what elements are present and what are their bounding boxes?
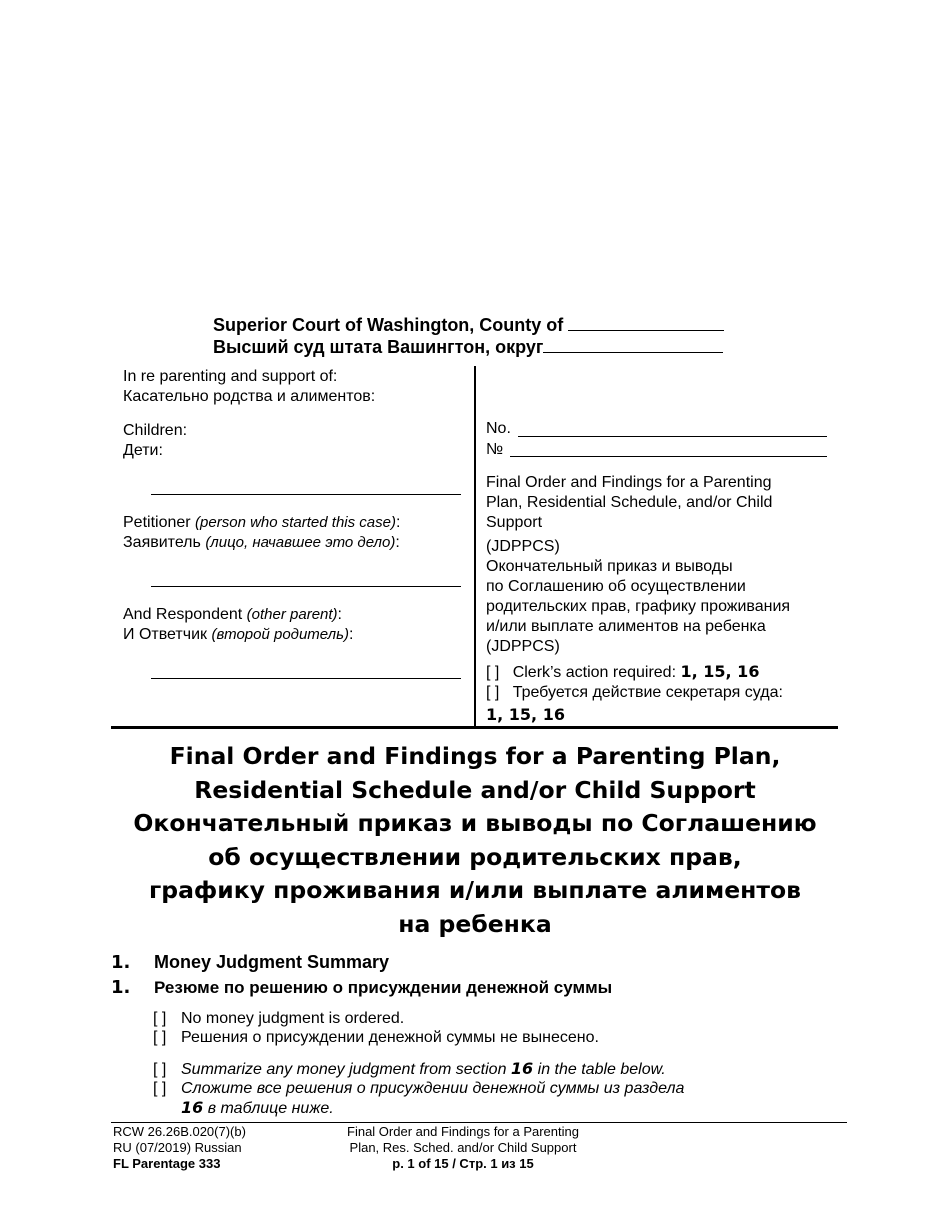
summarize-ru-b: в таблице ниже. [207,1100,334,1117]
no-judgment-en: No money judgment is ordered. [181,1010,405,1027]
summarize-en-b: in the table below. [537,1061,666,1078]
clerk-sections-ru: 1, 15, 16 [486,705,565,724]
county-blank-en[interactable] [568,314,724,331]
summarize-checkbox-ru[interactable]: [ ] [153,1080,167,1097]
doc-code-en: (JDPPCS) [486,538,560,555]
footer-rule [111,1122,847,1123]
colon: : [337,606,342,623]
petitioner-label [123,513,400,553]
respondent-ru: И Ответчик [123,626,208,643]
in-re-ru: Касательно родства и алиментов: [123,388,376,405]
caption-divider [474,366,476,728]
clerk-sections-en: 1, 15, 16 [680,662,760,681]
no-judgment-checkbox-en[interactable]: [ ] [153,1010,167,1027]
title-line-6: на ребенка [398,909,552,938]
title-line-2: Residential Schedule and/or Child Support [194,775,756,804]
no-judgment-option [153,1009,599,1047]
case-no-label-ru: № [486,441,504,458]
case-number-line-ru[interactable] [510,456,827,457]
clerk-text-en: Clerk’s action required: [512,664,677,681]
section-1-heading-en [111,951,389,974]
summarize-judgment-option [153,1059,684,1118]
doc-title-en-3: Support [486,514,543,531]
summarize-en-a: Summarize any money judgment from section [181,1061,507,1078]
court-name-en: Superior Court of Washington, County of [213,315,564,335]
clerk-action-ru [486,683,783,703]
no-judgment-checkbox-ru[interactable]: [ ] [153,1029,167,1046]
summarize-ru-a: Сложите все решения о присуждении денежной суммы из раздела [181,1080,685,1097]
court-header [213,314,724,358]
children-label [123,421,187,461]
section-ref-16: 16 [510,1059,534,1078]
clerk-text-ru: Требуется действие секретаря суда: [512,684,783,701]
doc-title-ru-4: и/или выплате алиментов на ребенка [486,618,766,635]
doc-title-ru-2: по Соглашению об осуществлении [486,578,746,595]
colon: : [395,514,401,531]
footer-page-number: p. 1 of 15 / Стр. 1 из 15 [392,1156,534,1171]
doc-code-ru: (JDPPCS) [486,638,560,655]
clerk-action-ru-nums [486,705,565,726]
case-no-label-en: No. [486,420,511,437]
respondent-name-line[interactable] [151,678,461,679]
doc-title-en-1: Final Order and Findings for a Parenting [486,474,772,491]
no-judgment-ru: Решения о присуждении денежной суммы не вынесено. [181,1029,599,1046]
petitioner-ru: Заявитель [123,534,201,551]
children-en: Children: [123,422,188,439]
petitioner-name-line[interactable] [151,586,461,587]
clerk-checkbox-en[interactable]: [ ] [486,664,500,681]
colon: : [395,534,400,551]
section-heading-ru: Резюме по решению о присуждении денежной суммы [154,978,613,997]
respondent-en: And Respondent [123,606,243,623]
footer-left [113,1124,246,1172]
petitioner-en-note: (person who started this case) [195,514,396,531]
title-line-5: графику проживания и/или выплате алиментов [148,876,802,904]
footer-version: RU (07/2019) Russian [113,1140,242,1155]
footer-title-1: Final Order and Findings for a Parenting [347,1124,579,1139]
footer-form-number: FL Parentage 333 [113,1156,221,1171]
children-name-line[interactable] [151,494,461,495]
clerk-action-en [486,662,759,683]
section-heading-en: Money Judgment Summary [154,952,390,972]
summarize-checkbox-en[interactable]: [ ] [153,1061,167,1078]
petitioner-en: Petitioner [123,514,191,531]
page-title [100,740,850,941]
doc-title-ru-3: родительских прав, графику проживания [486,598,791,615]
colon: : [349,626,354,643]
title-line-3: Окончательный приказ и выводы по Соглашению [133,809,817,837]
doc-title-ru-1: Окончательный приказ и выводы [486,558,733,575]
title-line-4: об осуществлении родительских прав, [208,842,742,871]
case-number-line[interactable] [518,436,827,437]
respondent-ru-note: (второй родитель) [211,626,349,643]
respondent-label [123,605,353,645]
county-blank-ru[interactable] [543,336,723,353]
respondent-en-note: (other parent) [246,606,338,623]
children-ru: Дети: [123,442,163,459]
footer-rcw: RCW 26.26B.020(7)(b) [113,1124,246,1139]
section-number: 1. [111,977,131,998]
in-re-label [123,367,375,407]
document-title-caption [486,473,790,657]
petitioner-ru-note: (лицо, начавшее это дело) [205,534,396,551]
clerk-checkbox-ru[interactable]: [ ] [486,684,500,701]
section-1-heading-ru [111,977,612,999]
in-re-en: In re parenting and support of: [123,368,338,385]
title-line-1: Final Order and Findings for a Parenting Plan, [169,742,781,770]
case-number-en [486,419,511,439]
doc-title-en-2: Plan, Residential Schedule, and/or Child [486,494,773,511]
footer-title-2: Plan, Res. Sched. and/or Child Support [349,1140,577,1155]
section-number: 1. [111,952,131,973]
section-ref-16: 16 [181,1098,204,1117]
case-number-ru [486,440,503,460]
court-name-ru: Высший суд штата Вашингтон, округ [213,337,544,357]
caption-bottom-rule [111,726,838,729]
footer-center [313,1124,613,1172]
